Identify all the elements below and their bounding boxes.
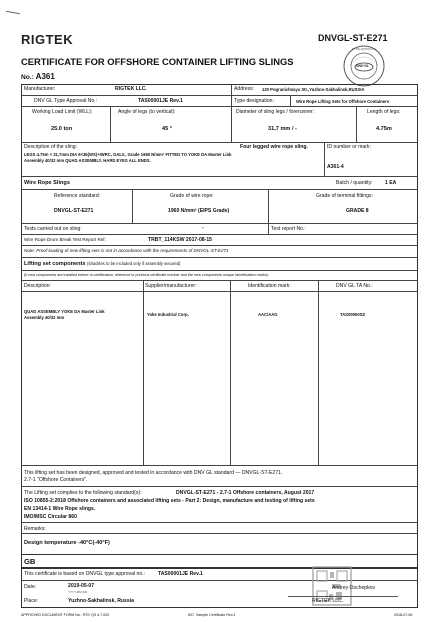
- components-sub-note: (If new components are installed before re-certification, reference to previous certificate number and the new components unique identification marks):: [24, 273, 269, 277]
- type-designation-label: Type designation:: [234, 98, 274, 104]
- certificate-title: CERTIFICATE FOR OFFSHORE CONTAINER LIFTING SLINGS: [21, 56, 294, 67]
- signatory-name: Andrey Oschepkov: [332, 585, 376, 591]
- manufacturer-value: RIGTEK LLC.: [115, 86, 147, 92]
- based-on-label: This certificate is based on DNVGL type approval no.:: [24, 571, 145, 577]
- id-number-label: ID number or mark:: [327, 144, 371, 150]
- place-value: Yuzhno-Sakhalinsk, Russia: [68, 598, 134, 604]
- component-description-line-1: QUAD ASSEMBLY YOKE DA Master Link: [24, 309, 105, 314]
- place-label: Place:: [24, 598, 39, 604]
- length-value: 4.75m: [376, 126, 392, 132]
- address-value: 120 Pogranichnaya Str.,Yuzhno-Sakhalinsk,RUSSIA: [262, 87, 365, 92]
- imo-line: IMO/MSC Circular 860: [24, 514, 77, 520]
- drum-test-label: Wire Rope Drum Break Test Report Ref:: [24, 237, 106, 242]
- date-format-hint: YYYY-MM-DD: [68, 590, 88, 594]
- corner-mark: [6, 11, 20, 14]
- component-identification: AAC/AAG: [258, 312, 278, 317]
- components-heading: Lifting set components (shackles to be included only if assembly secured): [24, 261, 181, 267]
- date-label: Date:: [24, 584, 37, 590]
- designed-statement-line-2: 2.7-1 "Offshore Containers".: [24, 477, 88, 483]
- proof-loading-note: Note: Proof loading of new lifting sets is not in accordance with the requirements of DNVGL-ST-E271: [24, 248, 229, 253]
- manufacturer-label: Manufacturer:: [24, 86, 56, 92]
- company-name: RIGTEK LLC.: [312, 598, 344, 604]
- type-approval-value: TAS00001JE Rev.1: [138, 98, 183, 104]
- batch-label: Batch / quantity:: [336, 180, 373, 186]
- component-description-line-2: Assembly 40/32 mm: [24, 315, 65, 320]
- wll-value: 25.0 ton: [51, 126, 73, 132]
- angle-label: Angle of legs (to vertical):: [118, 109, 176, 115]
- reference-standard-label: Reference standard:: [54, 193, 101, 199]
- complies-value: DNVGL-ST-E271 - 2.7-1 Offshore containers, August 2017: [176, 490, 315, 496]
- diameter-value: 31,7 mm / -: [268, 126, 297, 132]
- fittings-grade-label: Grade of terminal fittings:: [316, 193, 373, 199]
- wll-label: Working Load Limit (WLL):: [32, 109, 93, 115]
- footer-sample: 607. Sample Certificate Rev.1: [188, 613, 236, 617]
- gb-marker: GB: [24, 557, 36, 566]
- component-supplier: Yoke Industrial Corp.: [147, 312, 189, 317]
- drum-test-value: TRBT_114KSW 2017-08-15: [148, 237, 212, 243]
- reference-standard-value: DNVGL-ST-E271: [54, 208, 94, 214]
- stamp-ring-text: TYPE APPROVAL: [352, 47, 377, 51]
- footer-form-number: APPROVED DOCUMENT FORM No.: RTK QS 4.7.020: [21, 613, 110, 617]
- stamp-center-text: DNV·GL: [356, 64, 369, 68]
- description-type: Four legged wire rope sling.: [240, 144, 308, 150]
- col-supplier: Supplier/manufacturer:: [145, 283, 197, 289]
- address-label: Address:: [234, 86, 255, 92]
- description-line-1: LEGS 4.75m × 31,7mm DIA 6×36(WS)+IWRC, GALV., Grade 1960 N/mm² FITTED TO YOKE DA Master Link: [24, 152, 232, 157]
- type-approval-label: DNV GL Type Approval No.:: [34, 98, 98, 104]
- iso-line-2: EN 13414-1 Wire Rope slings.: [24, 506, 96, 512]
- test-report-label: Test report No.:: [271, 226, 306, 232]
- diameter-label: Diameter of sling legs / forerunner:: [236, 109, 315, 115]
- col-ta-number: DNV GL TA No.:: [336, 283, 373, 289]
- footer-date: 2018-07-06: [394, 613, 413, 617]
- fittings-grade-value: GRADE 8: [346, 208, 369, 214]
- date-value: 2019-05-07: [68, 583, 95, 589]
- iso-line-1: ISO 10855-2:2018 Offshore containers and associated lifting sets - Part 2: Design, manufacture and testing of lifting sets: [24, 498, 315, 504]
- signature-line: [288, 596, 398, 597]
- based-on-value: TAS00001JE Rev.1: [158, 571, 203, 577]
- designed-statement-line-1: This lifting set has been designed, approved and tested in accordance with DNV GL standard — DNVGL-ST-E271.: [24, 470, 283, 476]
- component-ta: TAS00000SZ: [340, 312, 366, 317]
- description-label: Description of the sling:: [24, 144, 77, 150]
- col-description: Description:: [24, 283, 51, 289]
- type-designation-value: Wire Rope Lifting Sets for Offshore Containers: [296, 99, 390, 104]
- wire-rope-slings-label: Wire Rope Slings: [24, 180, 70, 186]
- col-identification: Identification mark:: [248, 283, 291, 289]
- wire-grade-value: 1960 N/mm² (EIPS Grade): [168, 208, 230, 214]
- rigtek-logo: RIGTEK: [21, 32, 74, 47]
- certificate-number: No.: A361: [21, 72, 55, 81]
- remarks-value: Design temperature -40°C(-40°F): [24, 540, 110, 546]
- complies-label: The Lifting set complies to the following standard(s):: [24, 490, 142, 496]
- tests-label: Tests carried out on sling:: [24, 226, 82, 232]
- remarks-label: Remarks:: [24, 526, 46, 532]
- batch-value: 1 EA: [385, 180, 397, 186]
- tests-value: -: [202, 225, 204, 231]
- id-number-value: A361-4: [327, 164, 344, 170]
- length-label: Length of legs:: [367, 109, 401, 115]
- document-code: DNVGL-ST-E271: [318, 33, 388, 43]
- approval-block: [21, 555, 418, 568]
- type-approval-stamp: [342, 44, 386, 88]
- description-line-2: Assembly 40/32 mm QUAD ASSEMBLY. HARD EYES ALL ENDS.: [24, 158, 151, 163]
- angle-value: 45 °: [162, 126, 173, 132]
- wire-grade-label: Grade of wire rope:: [170, 193, 214, 199]
